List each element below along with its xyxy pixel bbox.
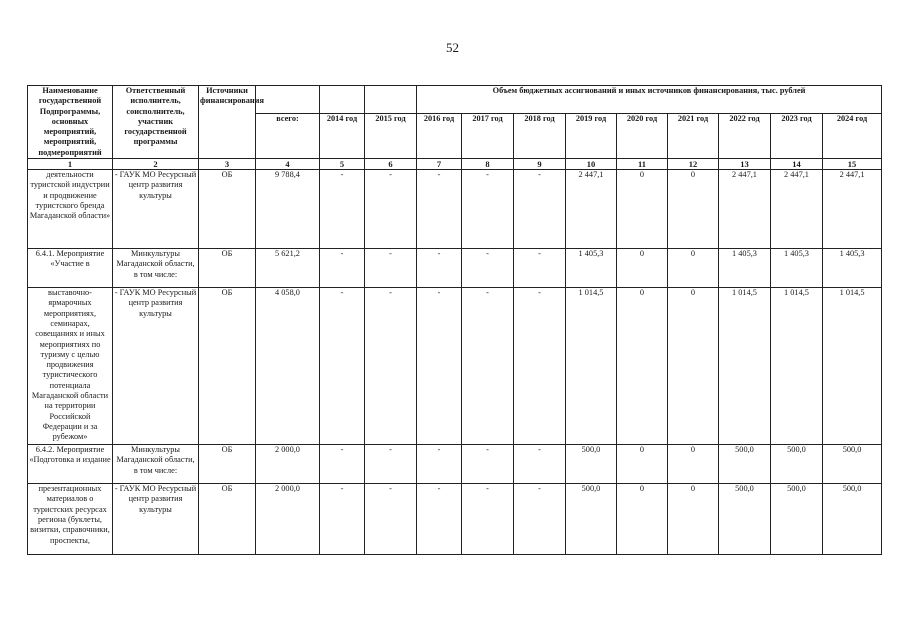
header-year: 2024 год (823, 114, 882, 159)
header-row-1 (28, 86, 882, 114)
header-source: Источники финансирования (199, 86, 256, 159)
cell-value: 0 (617, 249, 668, 288)
cell-value: 500,0 (771, 445, 823, 484)
budget-table (27, 85, 882, 555)
cell-executor: Минкультуры Магаданской области, в том числе: (113, 249, 199, 288)
header-year: 2015 год (365, 114, 417, 159)
column-number: 5 (320, 159, 365, 170)
cell-value: - (514, 484, 566, 555)
cell-value: 2 000,0 (256, 445, 320, 484)
cell-value: 0 (617, 445, 668, 484)
cell-value: - (514, 288, 566, 445)
cell-value: - (320, 170, 365, 249)
header-name: Наименование государственной Подпрограммы, основных мероприятий, мероприятий, подмероприятий (28, 86, 113, 159)
cell-name: 6.4.1. Мероприятие «Участие в (28, 249, 113, 288)
cell-name: презентационных материалов о туристских ресурсах региона (буклеты, визитки, справочники, проспекты, (28, 484, 113, 555)
cell-value: 0 (617, 288, 668, 445)
cell-value: - (514, 249, 566, 288)
header-group: Объем бюджетных ассигнований и иных источников финансирования, тыс. рублей (417, 86, 882, 114)
header-year: 2014 год (320, 114, 365, 159)
header-year: 2018 год (514, 114, 566, 159)
cell-value: 9 788,4 (256, 170, 320, 249)
cell-value: 500,0 (771, 484, 823, 555)
cell-value: - (365, 445, 417, 484)
cell-value: - (462, 484, 514, 555)
header-total: всего: (256, 114, 320, 159)
cell-value: 500,0 (823, 445, 882, 484)
column-number: 15 (823, 159, 882, 170)
cell-value: - (365, 288, 417, 445)
cell-value: - (514, 170, 566, 249)
cell-source: ОБ (199, 249, 256, 288)
column-number: 13 (719, 159, 771, 170)
cell-value: - (417, 249, 462, 288)
cell-value: - (462, 445, 514, 484)
header-blank-1 (256, 86, 320, 114)
cell-value: 0 (668, 445, 719, 484)
cell-value: - (365, 249, 417, 288)
cell-value: 500,0 (719, 445, 771, 484)
cell-source: ОБ (199, 170, 256, 249)
column-number: 10 (566, 159, 617, 170)
cell-value: - (365, 170, 417, 249)
column-number: 2 (113, 159, 199, 170)
cell-value: 1 014,5 (823, 288, 882, 445)
cell-value: 5 621,2 (256, 249, 320, 288)
cell-value: 1 014,5 (771, 288, 823, 445)
cell-value: 1 405,3 (771, 249, 823, 288)
cell-value: - (417, 484, 462, 555)
column-number: 7 (417, 159, 462, 170)
cell-value: 500,0 (719, 484, 771, 555)
header-year: 2020 год (617, 114, 668, 159)
cell-value: 1 405,3 (823, 249, 882, 288)
table-row (28, 288, 882, 445)
cell-executor: - ГАУК МО Ресурсный центр развития культуры (113, 484, 199, 555)
cell-value: 2 447,1 (771, 170, 823, 249)
cell-source: ОБ (199, 445, 256, 484)
table-row (28, 484, 882, 555)
header-year: 2019 год (566, 114, 617, 159)
column-number: 6 (365, 159, 417, 170)
cell-executor: - ГАУК МО Ресурсный центр развития культуры (113, 170, 199, 249)
column-number: 9 (514, 159, 566, 170)
column-number: 12 (668, 159, 719, 170)
cell-value: - (514, 445, 566, 484)
column-number: 3 (199, 159, 256, 170)
cell-name: 6.4.2. Мероприятие «Подготовка и издание (28, 445, 113, 484)
cell-value: 2 447,1 (566, 170, 617, 249)
cell-value: - (462, 170, 514, 249)
cell-value: - (365, 484, 417, 555)
table-row (28, 170, 882, 249)
cell-value: 0 (668, 170, 719, 249)
table-row (28, 445, 882, 484)
page-number: 52 (446, 40, 459, 55)
cell-source: ОБ (199, 484, 256, 555)
cell-executor: - ГАУК МО Ресурсный центр развития культуры (113, 288, 199, 445)
cell-value: 0 (668, 288, 719, 445)
cell-value: - (320, 249, 365, 288)
cell-value: 4 058,0 (256, 288, 320, 445)
cell-value: 500,0 (566, 445, 617, 484)
cell-value: 1 014,5 (566, 288, 617, 445)
column-number: 1 (28, 159, 113, 170)
header-executor: Ответственный исполнитель, соисполнитель, участник государственной программы (113, 86, 199, 159)
cell-value: 1 405,3 (719, 249, 771, 288)
cell-value: - (417, 445, 462, 484)
cell-value: 2 447,1 (719, 170, 771, 249)
table-row (28, 249, 882, 288)
cell-value: - (417, 288, 462, 445)
cell-value: 2 447,1 (823, 170, 882, 249)
cell-value: - (320, 484, 365, 555)
cell-value: 1 014,5 (719, 288, 771, 445)
cell-value: 500,0 (823, 484, 882, 555)
column-numbers-row (28, 159, 882, 170)
cell-value: - (320, 445, 365, 484)
header-year: 2016 год (417, 114, 462, 159)
cell-value: 500,0 (566, 484, 617, 555)
cell-name: выставочно-ярмарочных мероприятиях, семинарах, совещаниях и иных мероприятиях по туризму с целью продвижения туристического потенциала Магаданской области на территории Российской Федерации и за рубежом» (28, 288, 113, 445)
cell-value: - (462, 288, 514, 445)
header-year: 2017 год (462, 114, 514, 159)
column-number: 4 (256, 159, 320, 170)
cell-value: 1 405,3 (566, 249, 617, 288)
cell-value: - (320, 288, 365, 445)
column-number: 11 (617, 159, 668, 170)
column-number: 8 (462, 159, 514, 170)
cell-source: ОБ (199, 288, 256, 445)
header-blank-3 (365, 86, 417, 114)
header-year: 2021 год (668, 114, 719, 159)
cell-value: - (417, 170, 462, 249)
header-year: 2023 год (771, 114, 823, 159)
cell-name: деятельности туристской индустрии и продвижение туристского бренда Магаданской области» (28, 170, 113, 249)
cell-value: 0 (617, 484, 668, 555)
cell-executor: Минкультуры Магаданской области, в том числе: (113, 445, 199, 484)
header-blank-2 (320, 86, 365, 114)
cell-value: 0 (617, 170, 668, 249)
header-year: 2022 год (719, 114, 771, 159)
cell-value: 0 (668, 249, 719, 288)
cell-value: - (462, 249, 514, 288)
column-number: 14 (771, 159, 823, 170)
cell-value: 0 (668, 484, 719, 555)
cell-value: 2 000,0 (256, 484, 320, 555)
